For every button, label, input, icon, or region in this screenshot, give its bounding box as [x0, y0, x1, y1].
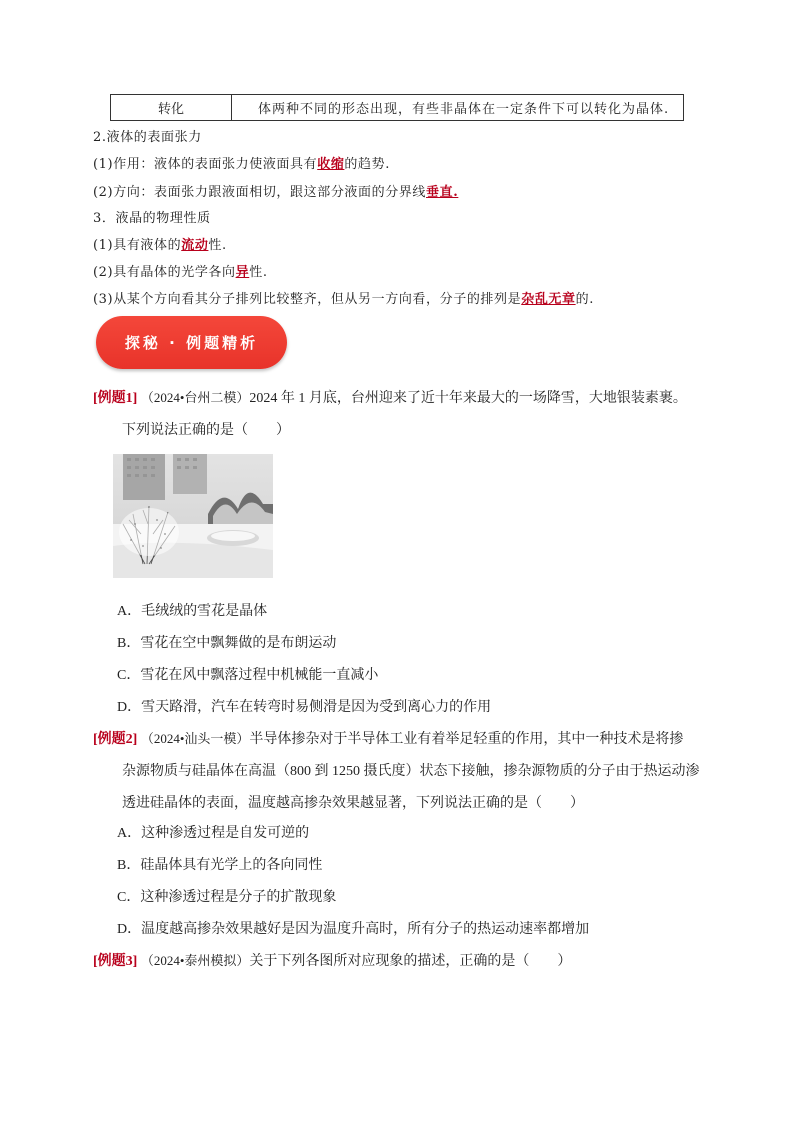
text: 性.	[208, 238, 227, 253]
example1-option-d: D．雪天路滑，汽车在转弯时易侧滑是因为受到离心力的作用	[117, 700, 492, 715]
section2-line2	[93, 181, 458, 200]
example1-option-a: A．毛绒绒的雪花是晶体	[117, 604, 268, 619]
stem-text: 2024 年 1 月底，台州迎来了近十年来最大的一场降雪，大地银装素裹。	[249, 391, 687, 406]
example2-option-c: C．这种渗透过程是分子的扩散现象	[117, 890, 337, 905]
stem-text: 半导体掺杂对于半导体工业有着举足轻重的作用，其中一种技术是将掺	[249, 732, 684, 747]
example2-stem-line2: 杂源物质与硅晶体在高温（800 到 1250 摄氏度）状态下接触，掺杂源物质的分子由于热运动渗	[122, 764, 700, 779]
keyword: 流动	[181, 238, 209, 253]
example3-stem-line1	[93, 950, 571, 970]
text: (2)具有晶体的光学各向	[93, 265, 236, 280]
table-row	[110, 94, 684, 121]
text: 性.	[249, 265, 268, 280]
example2-stem-line3: 透进硅晶体的表面，温度越高掺杂效果越显著，下列说法正确的是（ ）	[122, 796, 584, 811]
example-tag: [例题2]	[93, 732, 138, 747]
text: (2)方向：表面张力跟液面相切，跟这部分液面的分界线	[93, 185, 427, 200]
example2-option-b: B．硅晶体具有光学上的各向同性	[117, 858, 323, 873]
section3-heading: 3．液晶的物理性质	[93, 211, 211, 226]
example1-stem-line1	[93, 387, 687, 407]
keyword: 杂乱无章	[521, 292, 576, 307]
snow-scene-image	[113, 454, 273, 578]
section2-line1	[93, 153, 390, 172]
section3-line1	[93, 234, 227, 253]
example1-option-b: B．雪花在空中飘舞做的是布朗运动	[117, 636, 337, 651]
keyword: 收缩	[317, 157, 345, 172]
table-text-cell: 体两种不同的形态出现，有些非晶体在一定条件下可以转化为晶体.	[258, 102, 670, 117]
example2-stem-line1	[93, 728, 683, 748]
example1-stem-line2: 下列说法正确的是（ ）	[122, 423, 290, 438]
example-tag: [例题1]	[93, 391, 138, 406]
text: (3)从某个方向看其分子排列比较整齐，但从另一方向看，分子的排列是	[93, 292, 522, 307]
example-tag: [例题3]	[93, 954, 138, 969]
text: 的.	[575, 292, 594, 307]
example2-option-a: A．这种渗透过程是自发可逆的	[117, 826, 310, 841]
section3-line2	[93, 261, 268, 280]
example1-option-c: C．雪花在风中飘落过程中机械能一直减小	[117, 668, 379, 683]
stem-text: 关于下列各图所对应现象的描述，正确的是（ ）	[249, 954, 572, 969]
section3-line3	[93, 288, 594, 307]
text: (1)具有液体的	[93, 238, 182, 253]
example2-option-d: D．温度越高掺杂效果越好是因为温度升高时，所有分子的热运动速率都增加	[117, 922, 590, 937]
section2-heading: 2.液体的表面张力	[93, 130, 202, 145]
keyword: 垂直.	[426, 185, 459, 200]
text: 的趋势.	[344, 157, 390, 172]
example-source: （2024•台州二模）	[140, 390, 250, 405]
example-source: （2024•汕头一模）	[140, 731, 250, 746]
text: (1)作用：液体的表面张力使液面具有	[93, 157, 318, 172]
table-label-cell: 转化	[111, 95, 232, 120]
keyword: 异	[235, 265, 250, 280]
section-banner: 探秘 · 例题精析	[96, 316, 287, 369]
example-source: （2024•泰州模拟）	[140, 953, 250, 968]
